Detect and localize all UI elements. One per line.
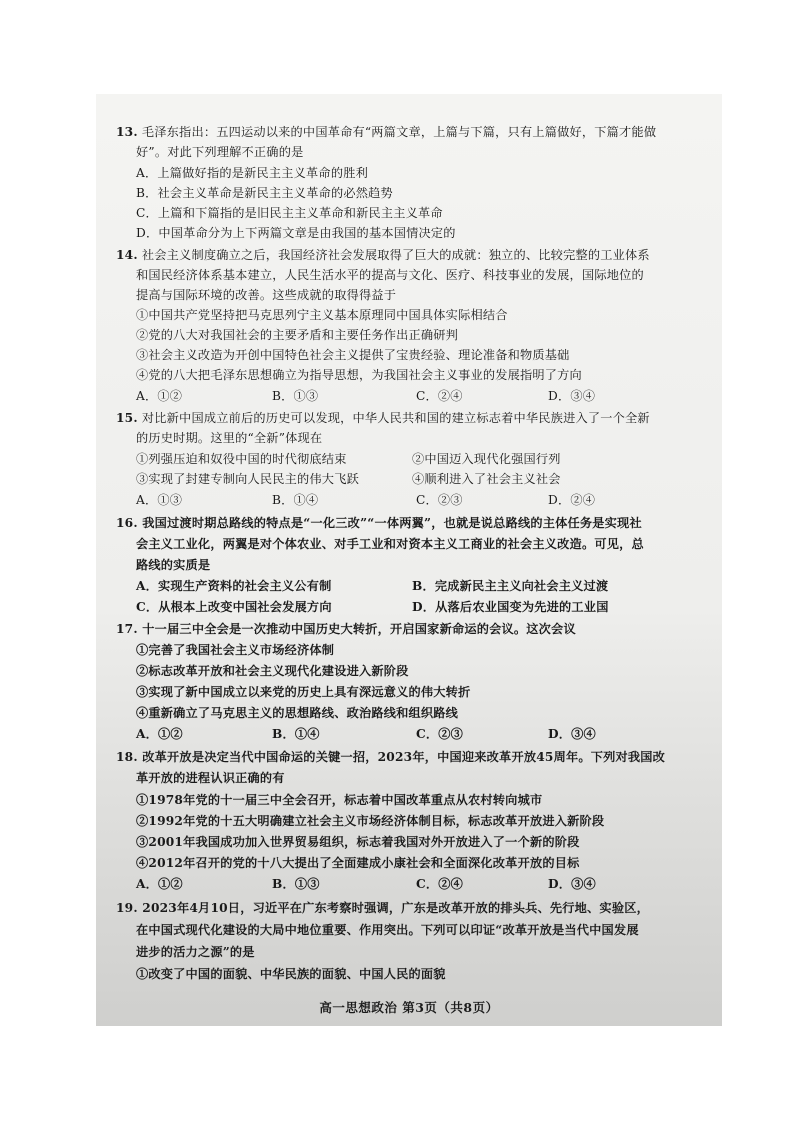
question-18-item-3: ③2001年我国成功加入世界贸易组织，标志着我国对外开放进入了一个新的阶段	[136, 835, 580, 849]
option-c: C．从根本上改变中国社会发展方向	[136, 600, 332, 614]
question-19-stem-line-1	[116, 898, 649, 918]
question-19-stem-line-3: 进步的活力之源”的是	[136, 945, 255, 959]
option-a: A．实现生产资料的社会主义公有制	[136, 579, 332, 593]
question-17-item-3: ③实现了新中国成立以来党的历史上具有深远意义的伟大转折	[136, 685, 471, 699]
choice-b: B．①④	[272, 727, 320, 741]
question-number: 17.	[116, 622, 138, 636]
question-stem-text: 改革开放是决定当代中国命运的关键一招，2023年，中国迎来改革开放45周年。下列对我国改	[142, 750, 666, 764]
question-stem-text: 对比新中国成立前后的历史可以发现，中华人民共和国的建立标志着中华民族进入了一个全新	[141, 411, 650, 425]
question-stem-text: 我国过渡时期总路线的特点是“一化三改”“一体两翼”，也就是说总路线的主体任务是实现社	[142, 516, 642, 530]
choice-d: D．③④	[548, 389, 596, 403]
choice-a: A．①②	[136, 877, 183, 891]
choice-b: B．①③	[272, 389, 319, 403]
question-number: 15.	[116, 411, 138, 425]
question-number: 14.	[116, 248, 138, 262]
question-13-option-a: A．上篇做好指的是新民主主义革命的胜利	[136, 166, 368, 180]
choice-d: D．③④	[548, 727, 596, 741]
question-number: 19.	[116, 901, 138, 915]
item-4: ④顺利进入了社会主义社会	[412, 472, 561, 486]
question-stem-text: 社会主义制度确立之后，我国经济社会发展取得了巨大的成就：独立的、比较完整的工业体系	[141, 248, 650, 262]
question-16-stem-line-1	[116, 513, 642, 533]
question-14-stem-line-3: 提高与国际环境的改善。这些成就的取得得益于	[136, 288, 397, 302]
question-14-item-2: ②党的八大对我国社会的主要矛盾和主要任务作出正确研判	[136, 328, 459, 342]
question-13-option-b: B．社会主义革命是新民主主义革命的必然趋势	[136, 186, 393, 200]
question-number: 18.	[116, 750, 138, 764]
question-stem-text: 十一届三中全会是一次推动中国历史大转折，开启国家新命运的会议。这次会议	[142, 622, 576, 636]
question-18-item-4: ④2012年召开的党的十八大提出了全面建成小康社会和全面深化改革开放的目标	[136, 856, 580, 870]
choice-b: B．①③	[272, 877, 320, 891]
choice-d: D．③④	[548, 877, 596, 891]
choice-c: C．②④	[416, 877, 464, 891]
question-18-stem-line-1	[116, 747, 665, 767]
option-d: D．从落后农业国变为先进的工业国	[412, 600, 609, 614]
question-13-option-c: C．上篇和下篇指的是旧民主主义革命和新民主主义革命	[136, 206, 443, 220]
question-13-stem-line-2: 好”。对此下列理解不正确的是	[136, 145, 304, 159]
question-17-stem-line-1	[116, 619, 576, 639]
question-18-item-2: ②1992年党的十五大明确建立社会主义市场经济体制目标，标志改革开放进入新阶段	[136, 814, 605, 828]
question-14-stem-line-2: 和国民经济体系基本建立，人民生活水平的提高与文化、医疗、科技事业的发展，国际地位的	[136, 268, 644, 282]
question-area	[96, 94, 722, 1026]
question-16-stem-line-2: 会主义工业化，两翼是对个体农业、对手工业和对资本主义工商业的社会主义改造。可见，总	[136, 537, 644, 551]
question-18-item-1: ①1978年党的十一届三中全会召开，标志着中国改革重点从农村转向城市	[136, 793, 543, 807]
question-number: 13.	[116, 125, 138, 139]
item-1: ①列强压迫和奴役中国的时代彻底结束	[136, 452, 347, 466]
item-2: ②中国迈入现代化强国行列	[412, 452, 561, 466]
exam-page	[96, 94, 722, 1026]
question-14-item-1: ①中国共产党坚持把马克思列宁主义基本原理同中国具体实际相结合	[136, 308, 508, 322]
question-13-option-d: D．中国革命分为上下两篇文章是由我国的基本国情决定的	[136, 226, 456, 240]
question-17-item-1: ①完善了我国社会主义市场经济体制	[136, 643, 335, 657]
option-b: B．完成新民主主义向社会主义过渡	[412, 579, 609, 593]
choice-d: D．②④	[548, 493, 596, 507]
question-14-stem-line-1	[116, 245, 650, 265]
choice-c: C．②④	[416, 389, 463, 403]
question-stem-text: 2023年4月10日，习近平在广东考察时强调，广东是改革开放的排头兵、先行地、实验区，	[142, 901, 649, 915]
choice-c: C．②③	[416, 493, 463, 507]
question-17-item-2: ②标志改革开放和社会主义现代化建设进入新阶段	[136, 664, 409, 678]
question-15-stem-line-2: 的历史时期。这里的“全新”体现在	[136, 431, 323, 445]
question-16-stem-line-3: 路线的实质是	[136, 558, 211, 572]
question-15-stem-line-1	[116, 408, 650, 428]
question-number: 16.	[116, 516, 138, 530]
choice-a: A．①②	[136, 727, 183, 741]
item-3: ③实现了封建专制向人民民主的伟大飞跃	[136, 472, 359, 486]
question-14-item-4: ④党的八大把毛泽东思想确立为指导思想，为我国社会主义事业的发展指明了方向	[136, 368, 582, 382]
question-14-item-3: ③社会主义改造为开创中国特色社会主义提供了宝贵经验、理论准备和物质基础	[136, 348, 570, 362]
question-19-stem-line-2: 在中国式现代化建设的大局中地位重要、作用突出。下列可以印证“改革开放是当代中国发展	[136, 923, 639, 937]
choice-c: C．②③	[416, 727, 464, 741]
choice-a: A．①③	[136, 493, 183, 507]
question-17-item-4: ④重新确立了马克思主义的思想路线、政治路线和组织路线	[136, 706, 459, 720]
choice-b: B．①④	[272, 493, 319, 507]
question-13-stem-line-1	[116, 122, 656, 142]
page-footer: 高一思想政治 第3页（共8页）	[319, 1000, 499, 1015]
choice-a: A．①②	[136, 389, 183, 403]
question-19-item-1: ①改变了中国的面貌、中华民族的面貌、中国人民的面貌	[136, 967, 446, 981]
question-18-stem-line-2: 革开放的进程认识正确的有	[136, 771, 285, 785]
question-stem-text: 毛泽东指出：五四运动以来的中国革命有“两篇文章，上篇与下篇，只有上篇做好，下篇才能做	[141, 125, 657, 139]
